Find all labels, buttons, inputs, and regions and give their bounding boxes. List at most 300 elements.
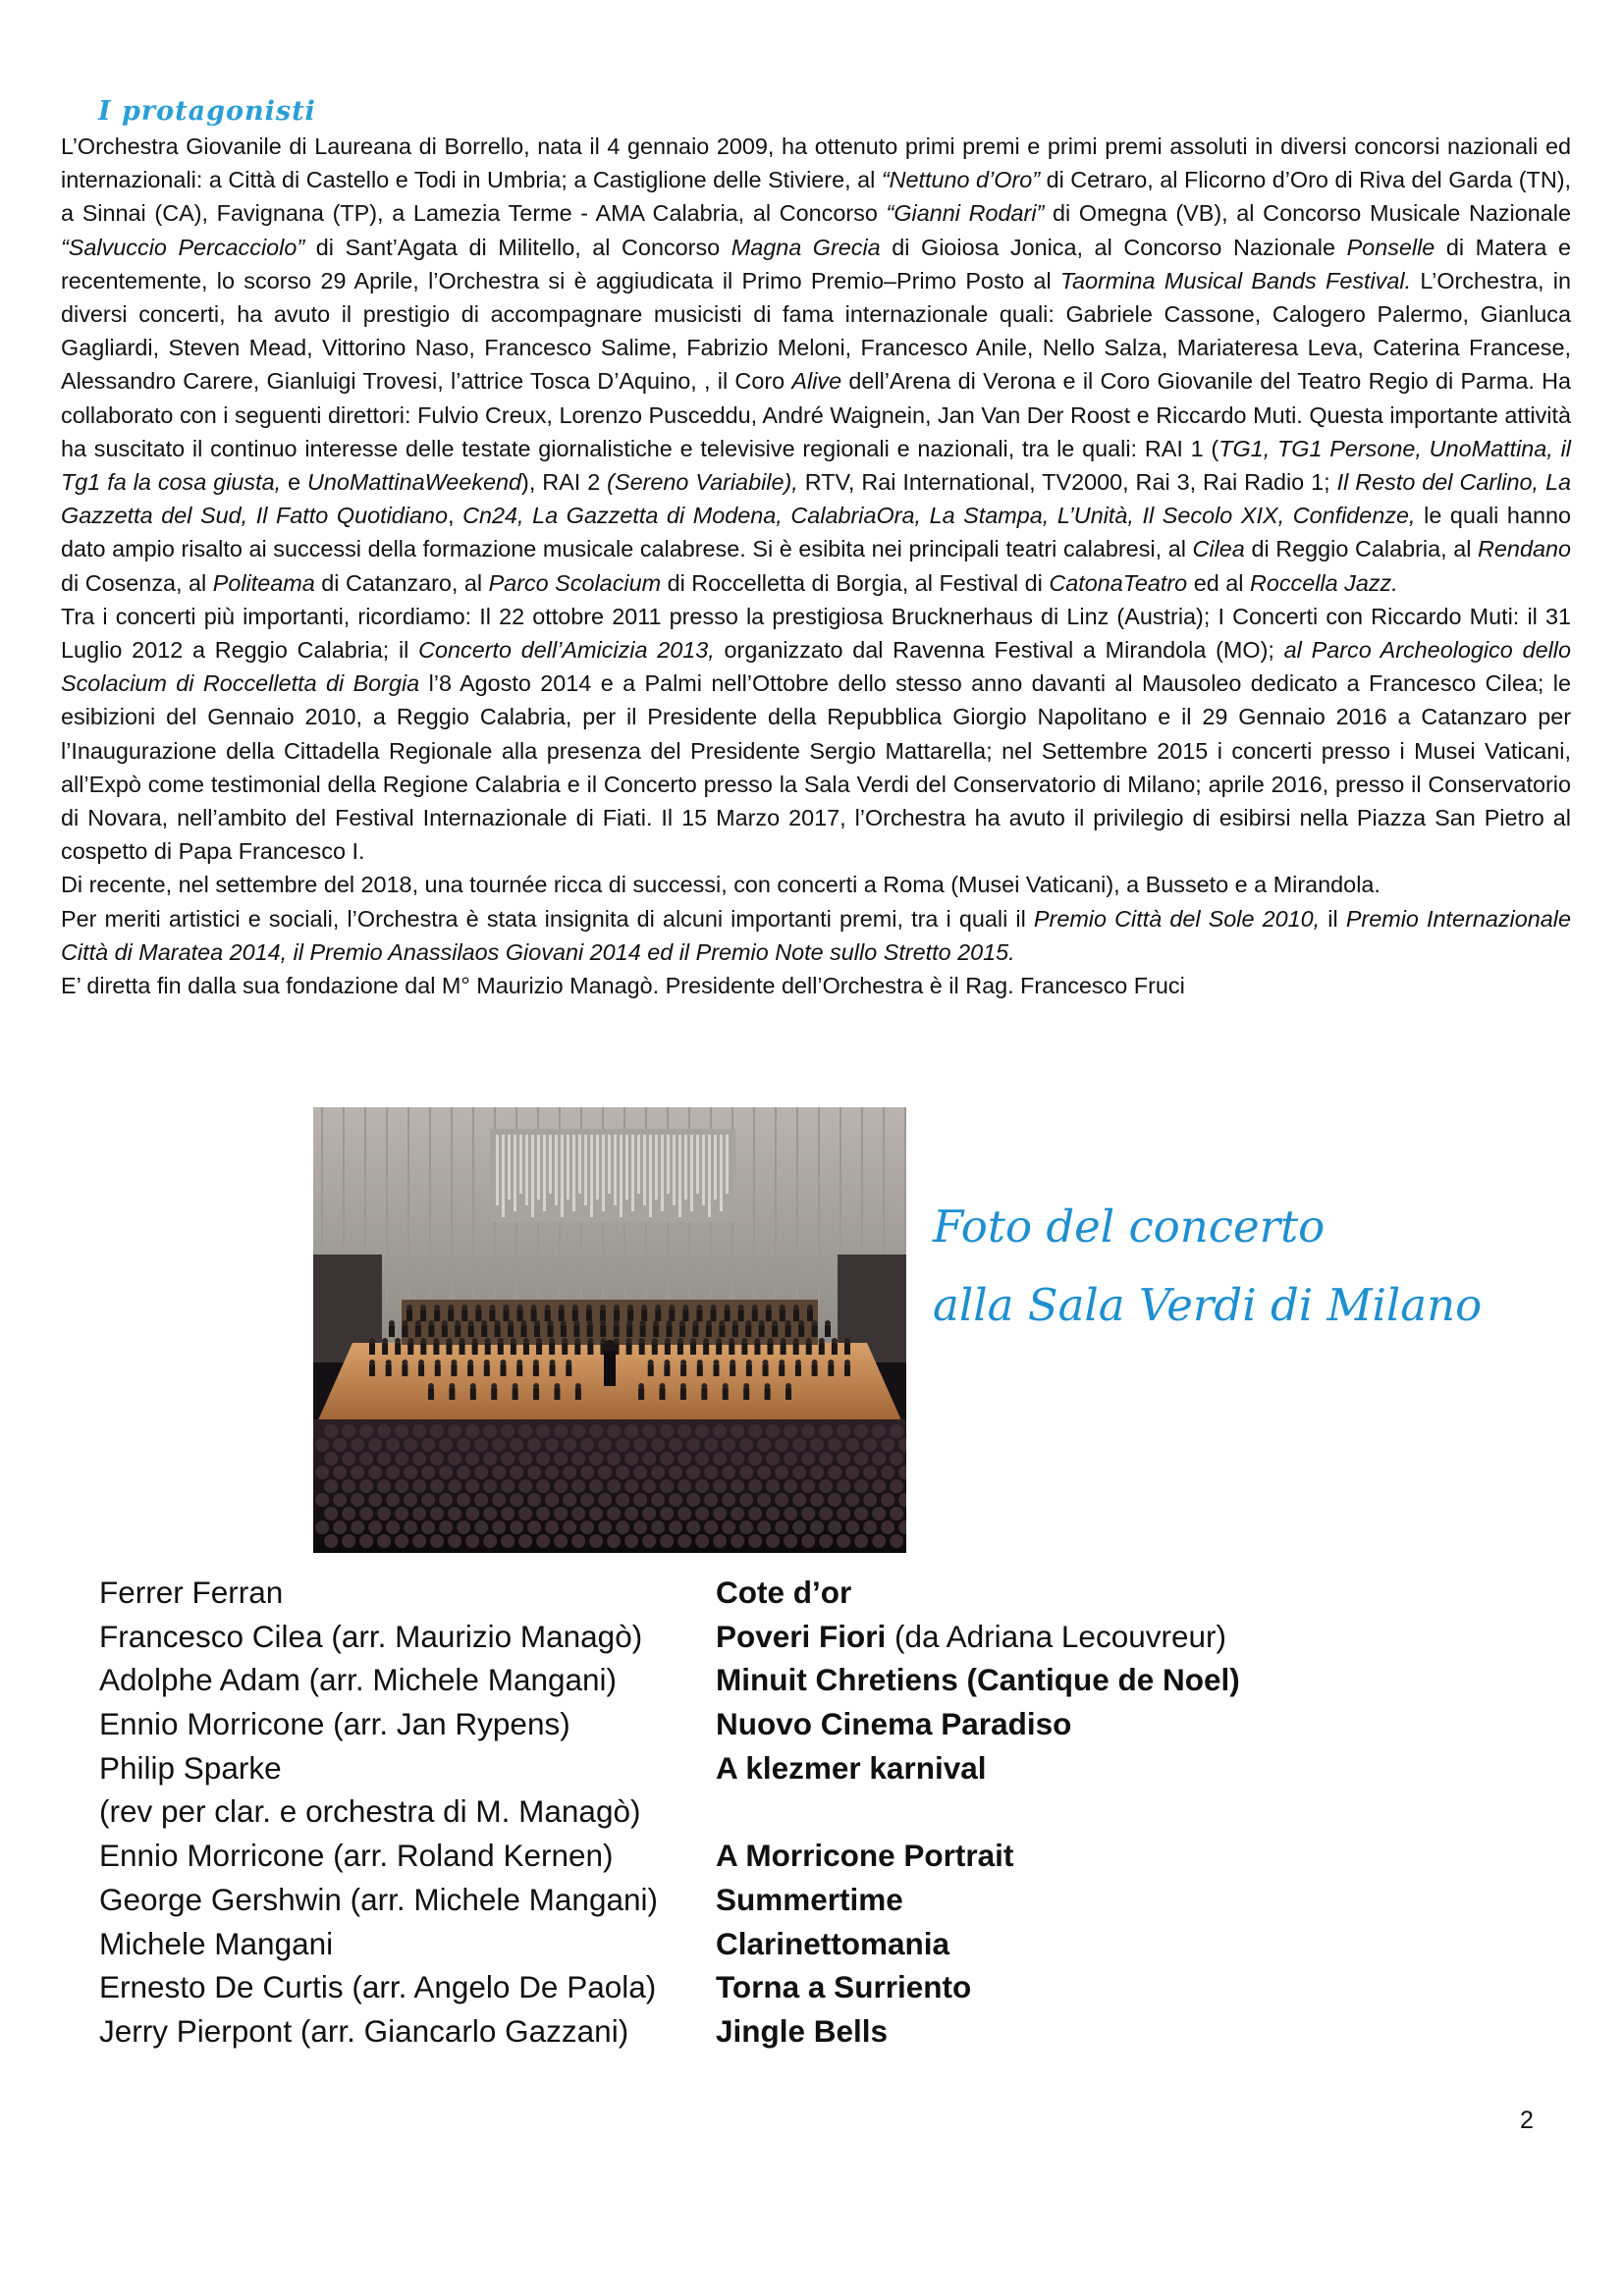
audience-head (651, 1438, 665, 1452)
player-head (781, 1338, 786, 1344)
player-head (680, 1383, 686, 1389)
player-figure (442, 1325, 448, 1337)
player-head (772, 1320, 778, 1326)
player-head (626, 1320, 632, 1326)
audience-head (589, 1424, 603, 1438)
audience-head (624, 1424, 638, 1438)
audience-head (465, 1479, 479, 1493)
player-head (491, 1383, 497, 1389)
audience-head (589, 1479, 603, 1493)
player-head (420, 1305, 426, 1310)
audience-head (845, 1438, 859, 1452)
player-figure (772, 1325, 778, 1337)
player-figure (713, 1364, 719, 1376)
player-figure (573, 1325, 579, 1337)
audience-head (775, 1521, 788, 1534)
italic-run: Taormina Musical Bands Festival. (1059, 267, 1412, 294)
composer-name: Ennio Morricone (arr. Roland Kernen) (99, 1838, 614, 1874)
text-run: ed al (1187, 569, 1250, 596)
player-figure (766, 1309, 772, 1321)
audience-head (890, 1534, 903, 1548)
audience-head (633, 1493, 647, 1507)
audience-head (669, 1521, 682, 1534)
player-figure (768, 1343, 774, 1355)
organ-pipe (684, 1135, 687, 1200)
text-run: ), RAI 2 (521, 469, 608, 496)
audience-head (660, 1479, 674, 1493)
audience-head (801, 1507, 815, 1521)
text-run: le quali hanno dato ampio risalto ai successi della formazione musicale calabrese. Si è esibita nei principali teatri calabresi, al (61, 503, 1571, 562)
organ-pipe (726, 1135, 729, 1194)
wall-panel-line (796, 1107, 798, 1304)
audience-head (775, 1466, 788, 1479)
player-head (536, 1338, 542, 1344)
player-head (711, 1305, 717, 1310)
player-head (719, 1320, 725, 1326)
text-run: Tra i concerti più importanti, ricordiamo: Il 22 ottobre 2011 presso la prestigiosa Brucknerhaus di Linz (Austria); I Concerti con Riccardo Muti: il 31 Luglio 2012 a Reggio Calabria; il (61, 603, 1571, 664)
audience-head (527, 1466, 541, 1479)
audience-head (359, 1452, 373, 1466)
audience-head (368, 1466, 382, 1479)
player-head (667, 1320, 673, 1326)
player-head (780, 1305, 785, 1310)
organ-pipe (667, 1135, 670, 1194)
piece-title (716, 1702, 1071, 1746)
audience-head (828, 1521, 841, 1534)
player-head (653, 1320, 659, 1326)
player-head (779, 1360, 785, 1365)
player-figure (516, 1364, 522, 1376)
italic-run: Parco Scolacium (488, 569, 662, 596)
player-figure (812, 1364, 818, 1376)
player-head (455, 1320, 460, 1326)
player-figure (706, 1325, 712, 1337)
audience-head (810, 1466, 824, 1479)
audience-head (872, 1452, 886, 1466)
audience-head (854, 1534, 868, 1548)
audience-head (510, 1493, 523, 1507)
player-figure (574, 1343, 580, 1355)
audience-head (686, 1466, 700, 1479)
player-figure (677, 1343, 683, 1355)
audience-head (757, 1493, 771, 1507)
player-head (472, 1338, 478, 1344)
player-head (793, 1305, 799, 1310)
audience-head (315, 1438, 329, 1452)
audience-head (377, 1534, 391, 1548)
audience-head (404, 1438, 417, 1452)
player-head (562, 1338, 568, 1344)
player-head (785, 1320, 791, 1326)
audience-head (845, 1521, 859, 1534)
piece-title-text: Jingle Bells (716, 2012, 889, 2049)
player-head (442, 1320, 448, 1326)
player-figure (521, 1325, 527, 1337)
audience-head (642, 1424, 656, 1438)
player-head (713, 1360, 719, 1365)
organ-pipe (620, 1135, 623, 1217)
player-figure (587, 1343, 593, 1355)
text-run: Di recente, nel settembre del 2018, una tournée ricca di successi, con concerti a Roma (Musei Vaticani), a Busseto e a Mirandola. (61, 872, 1380, 898)
player-head (428, 1383, 434, 1389)
wall-panel-line (429, 1107, 431, 1304)
player-figure (723, 1388, 729, 1400)
player-head (513, 1383, 518, 1389)
player-head (407, 1338, 413, 1344)
audience-head (395, 1424, 408, 1438)
player-figure (667, 1325, 673, 1337)
audience-head (722, 1521, 735, 1534)
player-figure (566, 1364, 571, 1376)
italic-run: Concerto dell’Amicizia 2013, (418, 637, 715, 664)
audience-head (518, 1424, 532, 1438)
player-figure (655, 1309, 661, 1321)
player-head (521, 1320, 527, 1326)
player-figure (575, 1388, 581, 1400)
program-row (99, 1922, 1376, 1966)
program-row (99, 1789, 1376, 1834)
italic-run: Cilea (1192, 536, 1245, 562)
player-figure (779, 1364, 785, 1376)
audience-head (474, 1466, 488, 1479)
player-head (418, 1360, 424, 1365)
player-head (382, 1338, 388, 1344)
audience-head (660, 1534, 674, 1548)
audience-head (457, 1466, 470, 1479)
player-figure (738, 1309, 744, 1321)
player-figure (819, 1343, 825, 1355)
piece-title (716, 1834, 1013, 1878)
audience-head (607, 1424, 621, 1438)
player-figure (369, 1343, 375, 1355)
player-head (468, 1320, 474, 1326)
audience-head (501, 1424, 514, 1438)
audience-head (430, 1507, 444, 1521)
player-figure (692, 1325, 698, 1337)
audience-head (695, 1534, 709, 1548)
audience-head (660, 1507, 674, 1521)
player-figure (781, 1343, 786, 1355)
audience-head (563, 1493, 576, 1507)
italic-run: TG1, TG1 Persone, UnoMattina, il Tg1 fa la cosa giusta, (61, 435, 1571, 496)
piece-title (716, 1965, 971, 2009)
body-paragraph (61, 130, 1571, 600)
player-head (470, 1383, 476, 1389)
audience-head (624, 1507, 638, 1521)
player-figure (572, 1309, 578, 1321)
audience-head (669, 1466, 682, 1479)
player-figure (825, 1325, 831, 1337)
player-head (648, 1360, 654, 1365)
player-figure (828, 1364, 834, 1376)
composer-name: Ernesto De Curtis (arr. Angelo De Paola) (99, 1969, 657, 2005)
organ-pipe (696, 1135, 699, 1194)
audience-head (695, 1507, 709, 1521)
player-head (549, 1338, 555, 1344)
audience-head (598, 1438, 612, 1452)
composer-name: Philip Sparke (99, 1749, 282, 1786)
player-head (461, 1305, 467, 1310)
player-head (729, 1338, 734, 1344)
audience-head (854, 1479, 868, 1493)
player-head (534, 1320, 540, 1326)
audience-head (837, 1479, 850, 1493)
player-figure (382, 1343, 388, 1355)
organ-pipe (531, 1135, 534, 1217)
audience-head (890, 1507, 903, 1521)
player-head (446, 1338, 452, 1344)
audience-head (881, 1466, 894, 1479)
player-figure (418, 1364, 424, 1376)
text-run: e (281, 469, 308, 496)
audience-head (598, 1521, 612, 1534)
player-head (600, 1320, 606, 1326)
audience-head (448, 1479, 461, 1493)
audience-head (527, 1438, 541, 1452)
player-figure (743, 1388, 749, 1400)
player-head (587, 1320, 593, 1326)
player-head (806, 1338, 812, 1344)
player-figure (679, 1325, 685, 1337)
piece-title-text: Torna a Surriento (716, 1969, 972, 2005)
audience-head (854, 1424, 868, 1438)
audience-head (713, 1507, 727, 1521)
program-row (99, 1571, 1376, 1615)
audience-head (510, 1521, 523, 1534)
audience-head (430, 1479, 444, 1493)
organ-pipe (673, 1135, 676, 1205)
audience-head (766, 1479, 780, 1493)
audience-head (439, 1466, 453, 1479)
audience-head (580, 1493, 594, 1507)
audience-head (510, 1438, 523, 1452)
audience-head (695, 1452, 709, 1466)
player-head (741, 1338, 747, 1344)
audience-head (766, 1534, 780, 1548)
audience-head (386, 1466, 400, 1479)
audience-head (660, 1452, 674, 1466)
organ-pipe (508, 1135, 511, 1200)
player-head (485, 1338, 491, 1344)
player-head (475, 1305, 481, 1310)
text-run: di Cetraro, al Flicorno d’Oro di Riva del Garda (TN), a Sinnai (CA), Favignana (TP), a Lamezia Terme - AMA Calabria, al Concorso (61, 167, 1571, 227)
player-figure (730, 1364, 735, 1376)
player-head (451, 1360, 457, 1365)
audience-head (324, 1452, 338, 1466)
player-head (575, 1383, 581, 1389)
player-head (484, 1360, 490, 1365)
audience-head (739, 1438, 753, 1452)
audience-head (828, 1493, 841, 1507)
text-run: di Catanzaro, al (314, 569, 489, 596)
audience-head (819, 1507, 833, 1521)
italic-run: Premio Internazionale Città di Maratea 2014, il Premio Anassilaos Giovani 2014 ed il Premio Note sullo Stretto 2015. (61, 905, 1571, 965)
audience-head (748, 1534, 762, 1548)
text-run: RTV, Rai International, TV2000, Rai 3, Rai Radio 1; (797, 469, 1337, 496)
composer-name: (rev per clar. e orchestra di M. Managò) (99, 1793, 641, 1830)
audience-head (651, 1521, 665, 1534)
text-run: L’Orchestra, in diversi concerti, ha avuto il prestigio di accompagnare musicisti di fama internazionale quali: Gabriele Cassone, Calogero Palermo, Gianluca Gagliardi, Steven Mead, Vittorino Naso, Francesco Salime, Fabrizio Meloni, Francesco Anile, Nello Salza, Mariateresa Leva, Caterina Francese, Alessandro Carere, Gianluigi Trovesi, l’attrice Tosca D’Aquino, , il Coro (61, 267, 1571, 395)
audience-head (837, 1424, 850, 1438)
audience-head (792, 1438, 806, 1452)
audience-head (563, 1438, 576, 1452)
text-run: di Roccelletta di Borgia, al Festival di (661, 569, 1050, 596)
player-figure (807, 1309, 813, 1321)
player-figure (428, 1325, 434, 1337)
organ-pipe (614, 1135, 617, 1205)
audience-head (872, 1534, 886, 1548)
player-head (402, 1320, 407, 1326)
player-head (665, 1338, 671, 1344)
player-figure (511, 1343, 516, 1355)
player-head (389, 1320, 395, 1326)
italic-run: (Sereno Variabile), (607, 469, 798, 496)
player-head (395, 1338, 401, 1344)
audience-head (890, 1479, 903, 1493)
audience-head (368, 1521, 382, 1534)
player-head (732, 1320, 738, 1326)
player-figure (600, 1325, 606, 1337)
player-figure (763, 1364, 769, 1376)
audience-head (404, 1493, 417, 1507)
player-head (574, 1338, 580, 1344)
audience-head (580, 1466, 594, 1479)
audience-head (677, 1452, 691, 1466)
program-row (99, 1965, 1376, 2009)
audience-head (828, 1466, 841, 1479)
piece-title (716, 2009, 888, 2054)
audience-head (412, 1452, 426, 1466)
player-head (561, 1320, 567, 1326)
audience-head (881, 1521, 894, 1534)
player-figure (536, 1343, 542, 1355)
player-figure (461, 1309, 467, 1321)
player-figure (407, 1343, 413, 1355)
audience-head (598, 1466, 612, 1479)
text-run: organizzato dal Ravenna Festival a Mirandola (MO); (714, 637, 1284, 664)
audience-head (421, 1466, 435, 1479)
player-head (516, 1360, 522, 1365)
audience-head (881, 1438, 894, 1452)
italic-run: Rendano (1478, 536, 1571, 562)
wall-panel-line (775, 1107, 777, 1304)
audience-head (324, 1534, 338, 1548)
player-figure (534, 1325, 540, 1337)
audience-head (616, 1466, 629, 1479)
audience-head (845, 1493, 859, 1507)
audience-head (863, 1438, 877, 1452)
audience-head (465, 1507, 479, 1521)
piece-title (716, 1658, 1240, 1702)
player-figure (531, 1309, 537, 1321)
player-figure (754, 1343, 760, 1355)
audience-head (342, 1424, 355, 1438)
player-head (640, 1320, 646, 1326)
player-head (701, 1383, 707, 1389)
audience-head (342, 1507, 355, 1521)
body-paragraph (61, 600, 1571, 869)
audience-head (784, 1507, 797, 1521)
audience-head (404, 1521, 417, 1534)
text-run: l’8 Agosto 2014 e a Palmi nell’Ottobre dello stesso anno davanti al Mausoleo dedicato a Francesco Cilea; le esibizioni del Gennaio 2010, a Reggio Calabria, per il Presidente della Repubblica Giorgio Napolitano e il 29 Gennaio 2016 a Catanzaro per l’Inaugurazione della Cittadella Regionale alla presenza del Presidente Sergio Mattarella; nel Settembre 2015 i concerti presso i Musei Vaticani, all’Expò come testimonial della Regione Calabria e il Concerto presso la Sala Verdi del Conservatorio di Milano; aprile 2016, presso il Conservatorio di Novara, nell’ambito del Festival Internazionale di Fiati. Il 15 Marzo 2017, l’Orchestra ha avuto il privilegio di esibirsi nella Piazza San Pietro al cospetto di Papa Francesco I. (61, 670, 1572, 865)
organ-pipe (578, 1135, 581, 1194)
audience-head (731, 1534, 744, 1548)
organ-pipe (525, 1135, 528, 1205)
audience-head (359, 1507, 373, 1521)
audience-head (359, 1534, 373, 1548)
player-figure (386, 1364, 392, 1376)
audience-head (633, 1466, 647, 1479)
organ-pipe (678, 1135, 681, 1217)
player-figure (415, 1325, 421, 1337)
text-run: di Cosenza, al (61, 569, 213, 596)
audience-head (801, 1424, 815, 1438)
player-head (745, 1320, 751, 1326)
player-head (679, 1320, 685, 1326)
player-head (614, 1320, 620, 1326)
organ-pipe (555, 1135, 558, 1205)
audience-head (324, 1424, 338, 1438)
player-figure (562, 1343, 568, 1355)
organ-pipe (572, 1135, 575, 1211)
player-figure (614, 1325, 620, 1337)
piece-title (716, 1746, 987, 1790)
player-head (467, 1360, 473, 1365)
player-figure (832, 1343, 838, 1355)
player-figure (745, 1325, 751, 1337)
audience-head (457, 1493, 470, 1507)
player-figure (701, 1388, 707, 1400)
piece-title-text: Nuovo Cinema Paradiso (716, 1706, 1072, 1742)
audience-head (333, 1493, 347, 1507)
player-figure (472, 1343, 478, 1355)
audience-head (492, 1493, 506, 1507)
player-figure (451, 1364, 457, 1376)
audience-head (563, 1521, 576, 1534)
player-figure (395, 1343, 401, 1355)
italic-run: “Nettuno d’Oro” (881, 167, 1041, 193)
wall-panel-line (818, 1107, 820, 1304)
body-paragraph (61, 868, 1571, 901)
player-head (531, 1305, 537, 1310)
player-head (498, 1338, 504, 1344)
audience-head (616, 1493, 629, 1507)
audience-head (616, 1438, 629, 1452)
player-figure (732, 1325, 738, 1337)
audience-head (474, 1521, 488, 1534)
player-figure (485, 1343, 491, 1355)
audience-head (342, 1534, 355, 1548)
italic-run: “Salvuccio Percacciolo” (61, 234, 305, 260)
player-head (638, 1383, 644, 1389)
audience-head (483, 1479, 497, 1493)
audience-head (536, 1534, 550, 1548)
audience-head (510, 1466, 523, 1479)
italic-run: CatonaTeatro (1049, 569, 1188, 596)
audience-head (784, 1479, 797, 1493)
composer-name: George Gershwin (arr. Michele Mangani) (99, 1881, 658, 1917)
player-head (626, 1338, 632, 1344)
player-head (406, 1305, 412, 1310)
player-head (614, 1305, 620, 1310)
program-row (99, 1878, 1376, 1922)
audience-head (651, 1466, 665, 1479)
player-figure (554, 1388, 560, 1400)
player-figure (639, 1343, 645, 1355)
audience-head (837, 1452, 850, 1466)
audience-head (545, 1438, 559, 1452)
audience-head (563, 1466, 576, 1479)
